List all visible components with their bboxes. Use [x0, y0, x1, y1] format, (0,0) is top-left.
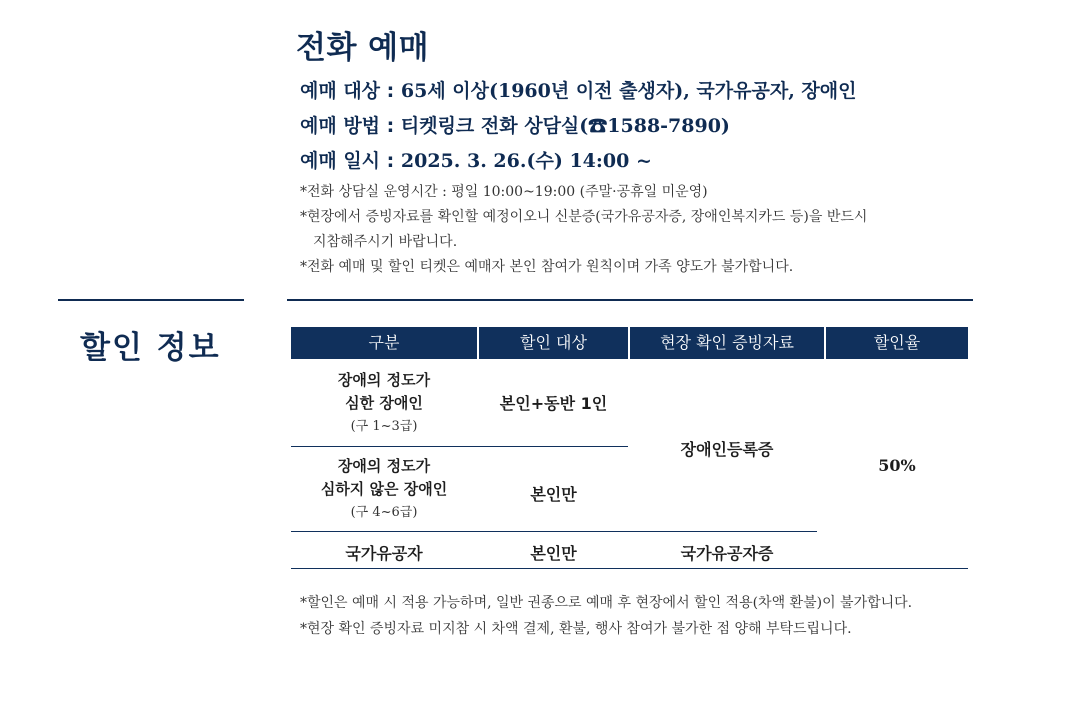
table-row-target: 본인+동반 1인: [499, 394, 608, 413]
category-line2: 심하지 않은 장애인: [320, 480, 448, 498]
booking-target-label: 예매 대상 :: [300, 80, 395, 102]
discount-info-title: 할인 정보: [80, 330, 221, 366]
note-hours: *전화 상담실 운영시간 : 평일 10:00~19:00 (주말·공휴일 미운영): [300, 184, 708, 200]
table-row-category: 국가유공자: [345, 544, 423, 563]
category-sub: (구 4~6급): [350, 505, 418, 520]
booking-date-value: 2025. 3. 26.(수) 14:00 ~: [400, 150, 652, 172]
discount-note-2: *현장 확인 증빙자료 미지참 시 차액 결제, 환불, 행사 참여가 불가한 점 양해 부탁드립니다.: [300, 621, 852, 637]
table-header: [291, 327, 968, 359]
discount-note-1: *할인은 예매 시 적용 가능하며, 일반 권종으로 예매 후 현장에서 할인 적용(차액 환불)이 불가합니다.: [300, 595, 913, 611]
table-row-target: 본인만: [530, 544, 577, 563]
merged-proof-cell: 장애인등록증: [680, 440, 774, 459]
booking-method-value: 티켓링크 전화 상담실(☎1588-7890): [400, 115, 730, 137]
category-line2: 심한 장애인: [345, 394, 423, 412]
row-divider: [291, 446, 628, 447]
table-row-target: 본인만: [530, 485, 577, 504]
booking-date-label: 예매 일시 :: [300, 150, 395, 172]
booking-method-label: 예매 방법 :: [300, 115, 395, 137]
header-target: 할인 대상: [520, 333, 587, 352]
category-sub: (구 1~3급): [350, 419, 418, 434]
booking-method-row: [300, 111, 730, 138]
header-proof: 현장 확인 증빙자료: [660, 333, 794, 352]
booking-target-row: [300, 76, 857, 103]
table-row-category: [291, 369, 477, 438]
booking-target-value: 65세 이상(1960년 이전 출생자), 국가유공자, 장애인: [400, 80, 857, 102]
category-line1: 장애의 정도가: [337, 371, 431, 389]
table-row-category: [291, 455, 477, 524]
booking-date-row: [300, 146, 652, 173]
header-rate: 할인율: [873, 333, 921, 352]
section-divider-left: [58, 299, 244, 301]
merged-rate-cell: 50%: [878, 456, 916, 475]
table-bottom-border: [291, 568, 968, 569]
phone-booking-title: 전화 예매: [296, 30, 430, 66]
section-divider-right: [287, 299, 973, 301]
header-category: 구분: [368, 333, 400, 352]
note-transfer: *전화 예매 및 할인 티켓은 예매자 본인 참여가 원칙이며 가족 양도가 불가합니다.: [300, 259, 794, 275]
note-id-required: *현장에서 증빙자료를 확인할 예정이오니 신분증(국가유공자증, 장애인복지카드 등)을 반드시: [300, 209, 868, 225]
category-line1: 장애의 정도가: [337, 457, 431, 475]
table-row-proof: 국가유공자증: [680, 544, 774, 563]
row-divider: [291, 531, 817, 532]
note-id-required-cont: 지참해주시기 바랍니다.: [313, 234, 458, 250]
